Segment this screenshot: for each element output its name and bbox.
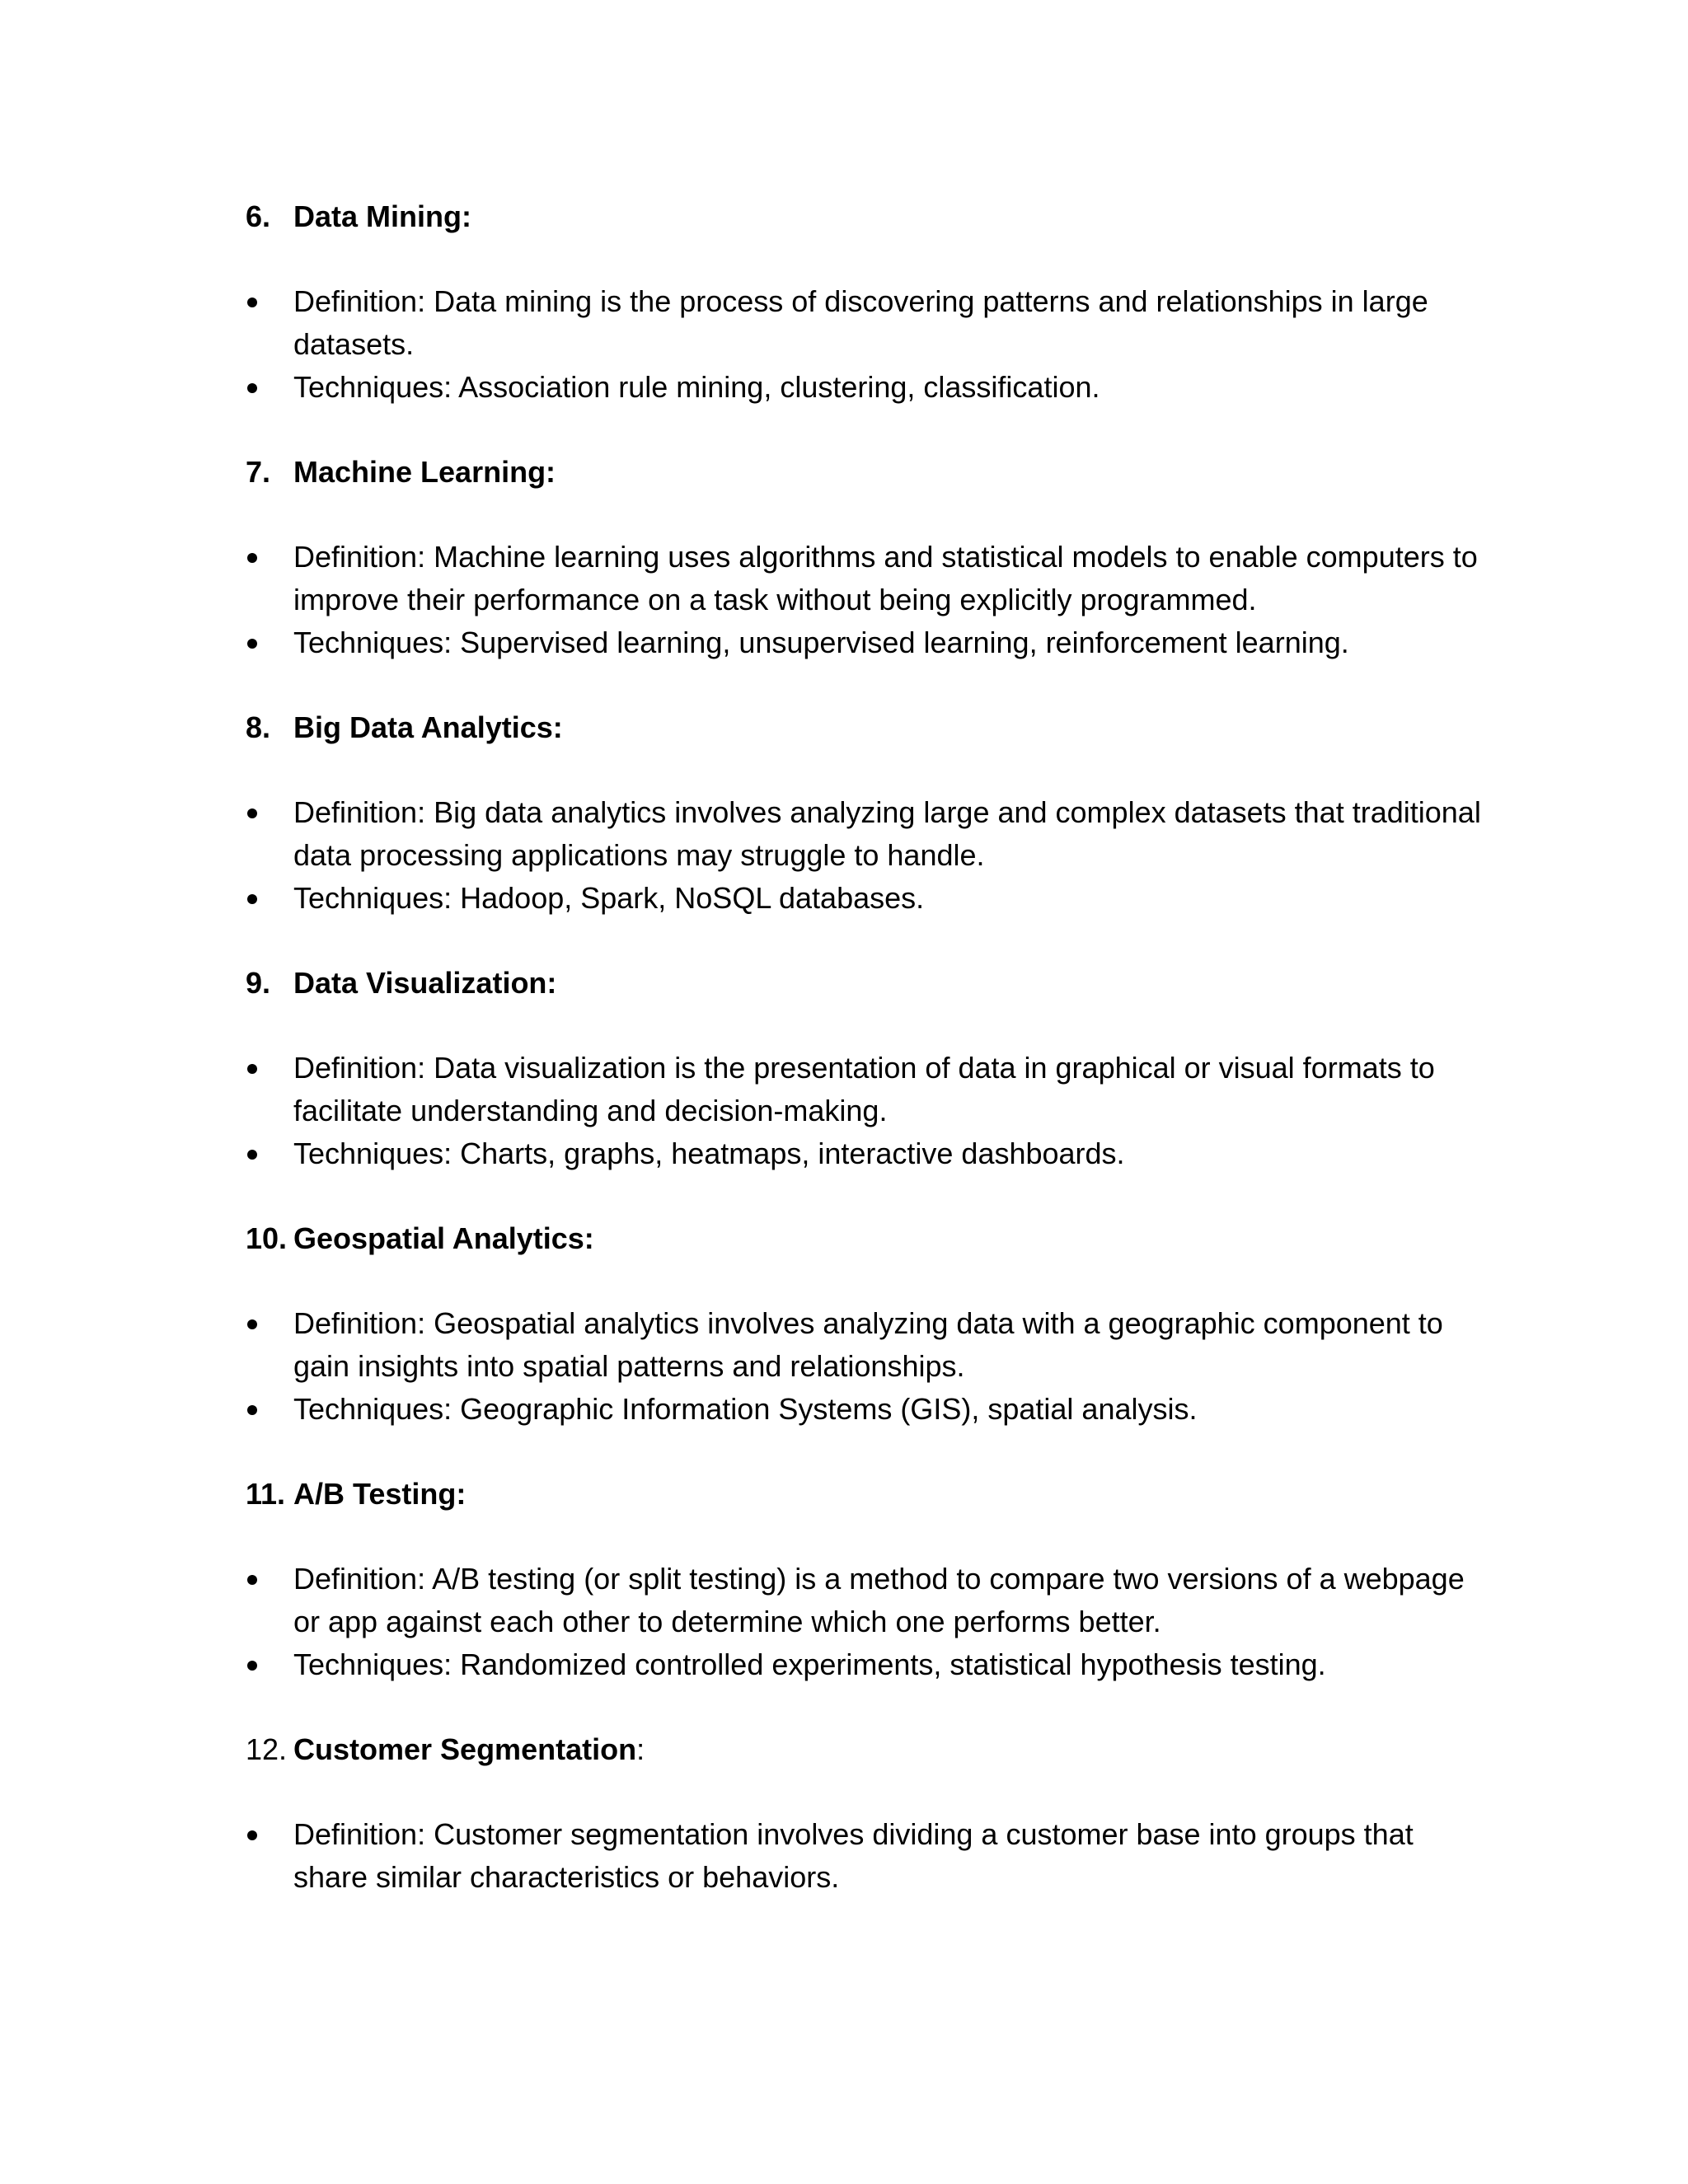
section-heading (246, 1472, 1482, 1516)
bullet-icon (246, 1047, 293, 1090)
section-title: Customer Segmentation (293, 1732, 637, 1766)
bullet-text: Definition: Customer segmentation involves dividing a customer base into groups that share similar characteristics or behaviors. (293, 1817, 1414, 1894)
bullet-icon (246, 1813, 293, 1856)
bullet-list (246, 1047, 1482, 1175)
bullet-text: Techniques: Geographic Information Systems (GIS), spatial analysis. (293, 1392, 1198, 1426)
section-big-data-analytics (246, 705, 1482, 920)
bullet-text: Techniques: Supervised learning, unsupervised learning, reinforcement learning. (293, 626, 1349, 659)
bullet-text: Techniques: Hadoop, Spark, NoSQL databases. (293, 881, 925, 915)
bullet-text: Techniques: Association rule mining, clustering, classification. (293, 370, 1100, 404)
section-number: 10. (246, 1221, 288, 1255)
list-item (246, 1132, 1482, 1175)
bullet-icon (246, 1388, 293, 1431)
section-machine-learning (246, 450, 1482, 664)
section-heading (246, 705, 1482, 750)
bullet-icon (246, 1302, 293, 1345)
section-title: A/B Testing: (293, 1477, 467, 1511)
section-title: Data Visualization: (293, 966, 557, 1000)
section-heading (246, 450, 1482, 494)
list-item (246, 1047, 1482, 1132)
section-number: 6. (246, 199, 271, 233)
section-ab-testing (246, 1472, 1482, 1686)
section-heading (246, 194, 1482, 239)
section-number: 7. (246, 455, 271, 489)
section-number: 8. (246, 710, 271, 744)
bullet-list (246, 536, 1482, 664)
bullet-text: Definition: Geospatial analytics involves analyzing data with a geographic component to gain insights into spatial patterns and relationships. (293, 1306, 1443, 1383)
bullet-icon (246, 536, 293, 579)
list-item (246, 877, 1482, 920)
list-item (246, 1302, 1482, 1388)
section-title: Data Mining: (293, 199, 471, 233)
section-heading (246, 1216, 1482, 1261)
list-item (246, 1643, 1482, 1686)
bullet-icon (246, 1643, 293, 1686)
section-customer-segmentation (246, 1727, 1482, 1899)
bullet-text: Techniques: Randomized controlled experiments, statistical hypothesis testing. (293, 1647, 1326, 1681)
bullet-text: Definition: A/B testing (or split testing) is a method to compare two versions of a webpage or app against each other to determine which one performs better. (293, 1562, 1465, 1638)
section-title: Big Data Analytics: (293, 710, 563, 744)
section-geospatial-analytics (246, 1216, 1482, 1431)
bullet-text: Definition: Machine learning uses algorithms and statistical models to enable computers to improve their performance on a task without being explicitly programmed. (293, 540, 1478, 616)
section-data-visualization (246, 961, 1482, 1175)
section-heading (246, 961, 1482, 1005)
bullet-icon (246, 1132, 293, 1175)
bullet-icon (246, 621, 293, 664)
section-title: Machine Learning: (293, 455, 556, 489)
bullet-text: Definition: Data mining is the process of discovering patterns and relationships in large datasets. (293, 284, 1428, 361)
bullet-list (246, 1813, 1482, 1899)
section-data-mining (246, 194, 1482, 409)
list-item (246, 1558, 1482, 1643)
section-title-suffix: : (636, 1732, 645, 1766)
section-number: 9. (246, 966, 271, 1000)
list-item (246, 621, 1482, 664)
bullet-icon (246, 366, 293, 409)
list-item (246, 1813, 1482, 1899)
bullet-list (246, 280, 1482, 409)
list-item (246, 1388, 1482, 1431)
section-title: Geospatial Analytics: (293, 1221, 594, 1255)
bullet-icon (246, 791, 293, 834)
bullet-list (246, 791, 1482, 920)
bullet-text: Techniques: Charts, graphs, heatmaps, interactive dashboards. (293, 1137, 1125, 1170)
bullet-list (246, 1558, 1482, 1686)
bullet-list (246, 1302, 1482, 1431)
bullet-icon (246, 280, 293, 323)
list-item (246, 366, 1482, 409)
bullet-text: Definition: Big data analytics involves analyzing large and complex datasets that traditional data processing applications may struggle to handle. (293, 795, 1481, 872)
bullet-icon (246, 877, 293, 920)
bullet-text: Definition: Data visualization is the presentation of data in graphical or visual formats to facilitate understanding and decision-making. (293, 1051, 1435, 1127)
list-item (246, 536, 1482, 621)
section-number: 12. (246, 1732, 288, 1766)
list-item (246, 280, 1482, 366)
bullet-icon (246, 1558, 293, 1601)
list-item (246, 791, 1482, 877)
section-heading (246, 1727, 1482, 1772)
document-content (246, 194, 1482, 1940)
section-number: 11. (246, 1477, 286, 1511)
